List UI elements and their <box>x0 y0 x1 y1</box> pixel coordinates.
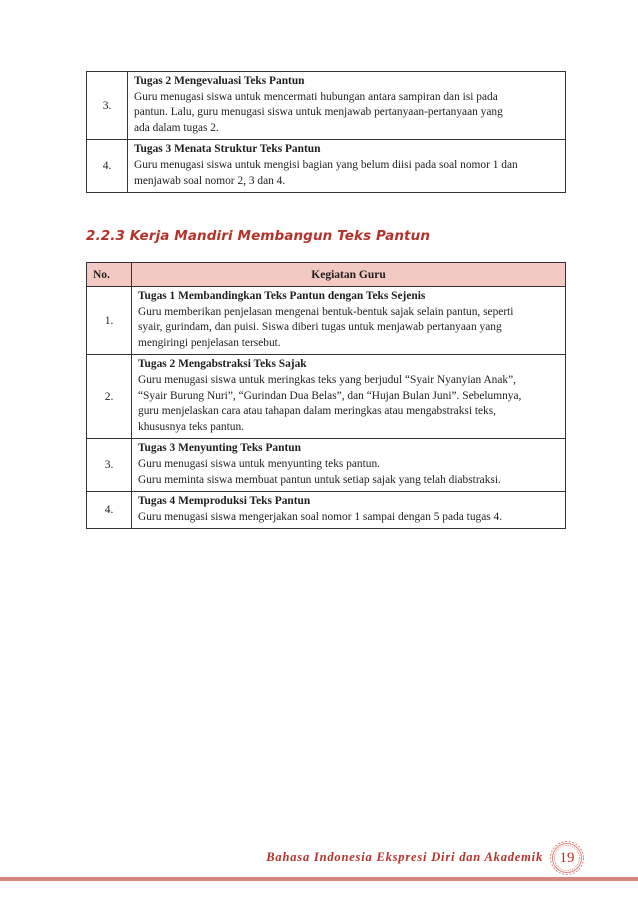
task-description-line: pantun. Lalu, guru menugasi siswa untuk menjawab pertanyaan-pertanyaan yang <box>134 106 503 119</box>
row-number: 1. <box>87 287 132 355</box>
task-description-line: Guru menugasi siswa untuk mengisi bagian yang belum diisi pada soal nomor 1 dan <box>134 158 518 171</box>
task-description-line: khususnya teks pantun. <box>138 420 244 433</box>
task-description-line: Guru meminta siswa membuat pantun untuk setiap sajak yang telah diabstraksi. <box>138 473 501 486</box>
row-number: 4. <box>87 492 132 529</box>
table-row <box>87 140 566 193</box>
task-title: Tugas 2 Mengabstraksi Teks Sajak <box>138 358 307 371</box>
task-description-line: mengiringi penjelasan tersebut. <box>138 336 281 349</box>
task-description-line: ada dalam tugas 2. <box>134 121 219 134</box>
task-description-line: Guru menugasi siswa untuk mencermati hubungan antara sampiran dan isi pada <box>134 90 498 103</box>
task-description-line: menjawab soal nomor 2, 3 dan 4. <box>134 174 286 187</box>
table-row <box>87 72 566 140</box>
task-title: Tugas 3 Menata Struktur Teks Pantun <box>134 143 321 156</box>
table-row <box>87 287 566 355</box>
header-number: No. <box>87 263 132 287</box>
table-row <box>87 492 566 529</box>
table-header-row <box>87 263 566 287</box>
task-title: Tugas 3 Menyunting Teks Pantun <box>138 442 301 455</box>
task-description-line: Guru memberikan penjelasan mengenai bentuk-bentuk sajak selain pantun, seperti <box>138 305 514 318</box>
row-number: 4. <box>87 140 128 193</box>
task-title: Tugas 4 Memproduksi Teks Pantun <box>138 495 311 508</box>
footer-book-title: Bahasa Indonesia Ekspresi Diri dan Akademik <box>266 850 543 864</box>
task-title: Tugas 2 Mengevaluasi Teks Pantun <box>134 75 305 87</box>
task-description-line: guru menjelaskan cara atau tahapan dalam meringkas atau mengabstraksi teks, <box>138 405 497 418</box>
table-row <box>87 439 566 492</box>
section-heading: 2.2.3 Kerja Mandiri Membangun Teks Pantun <box>86 228 431 244</box>
page-number-badge <box>549 840 585 876</box>
task-description-line: Guru menugasi siswa untuk menyunting teks pantun. <box>138 457 381 470</box>
row-number: 2. <box>87 355 132 439</box>
page-number: 19 <box>559 850 575 866</box>
teacher-activities-table-body <box>87 287 566 529</box>
header-activity: Kegiatan Guru <box>132 263 566 287</box>
activity-cell <box>128 140 566 193</box>
task-title: Tugas 1 Membandingkan Teks Pantun dengan Teks Sejenis <box>138 290 426 302</box>
activity-cell <box>132 439 566 492</box>
tasks-table-continued-body <box>87 72 566 193</box>
row-number: 3. <box>87 72 128 140</box>
footer-rule <box>0 877 638 881</box>
tasks-table-continued <box>86 71 566 193</box>
task-description-line: Guru menugasi siswa mengerjakan soal nomor 1 sampai dengan 5 pada tugas 4. <box>138 510 503 523</box>
task-description-line: syair, gurindam, dan puisi. Siswa diberi tugas untuk menjawab pertanyaan yang <box>138 321 502 334</box>
activity-cell <box>128 72 566 140</box>
activity-cell <box>132 355 566 439</box>
table-row <box>87 355 566 439</box>
activity-cell <box>132 492 566 529</box>
teacher-activities-table <box>86 262 566 529</box>
task-description-line: “Syair Burung Nuri”, “Gurindan Dua Belas”, dan “Hujan Bulan Juni”. Sebelumnya, <box>138 389 522 402</box>
activity-cell <box>132 287 566 355</box>
task-description-line: Guru menugasi siswa untuk meringkas teks yang berjudul “Syair Nyanyian Anak”, <box>138 373 517 386</box>
row-number: 3. <box>87 439 132 492</box>
